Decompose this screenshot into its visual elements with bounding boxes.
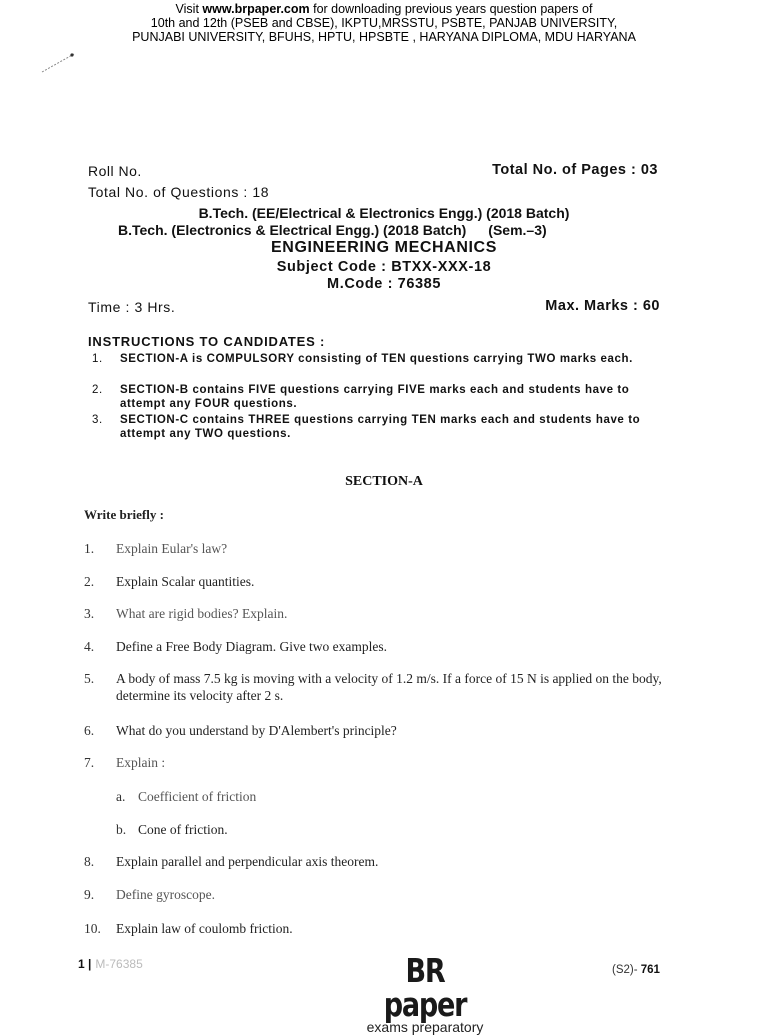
subject-title: ENGINEERING MECHANICS xyxy=(271,239,497,256)
section-a-title: SECTION-A xyxy=(345,474,423,489)
page-number: 1 | M-76385 xyxy=(78,957,143,971)
footer-paper-code: (S2)- 761 xyxy=(612,964,660,976)
question-text: Explain Eular's law? xyxy=(116,541,228,556)
instruction-text: SECTION-B contains FIVE questions carrying FIVE marks each and students have to attempt any FOUR questions. xyxy=(120,384,630,410)
website-header-note xyxy=(0,2,768,44)
instruction-item xyxy=(92,413,672,441)
sub-question-text: Cone of friction. xyxy=(138,822,228,837)
question-text: What are rigid bodies? Explain. xyxy=(116,606,288,621)
program-line-2: B.Tech. (Electronics & Electrical Engg.) (2018 Batch) (Sem.–3) xyxy=(118,222,547,238)
header-line-3: PUNJABI UNIVERSITY, BFUHS, HPTU, HPSBTE , HARYANA DIPLOMA, MDU HARYANA xyxy=(132,30,636,44)
question-number: 5. xyxy=(84,671,95,686)
question-text: Explain Scalar quantities. xyxy=(116,574,255,589)
question-number: 9. xyxy=(84,887,95,902)
question-number: 7. xyxy=(84,755,95,770)
subject-code: Subject Code : BTXX-XXX-18 xyxy=(276,259,492,275)
write-briefly-label: Write briefly : xyxy=(84,507,164,522)
instruction-number: 2. xyxy=(92,384,103,396)
instruction-text: SECTION-A is COMPULSORY consisting of TEN questions carrying TWO marks each. xyxy=(120,353,633,365)
question-text: Explain : xyxy=(116,755,166,770)
header-line-1: Visit www.brpaper.com for downloading previous years question papers of xyxy=(175,2,593,16)
question-text: Explain parallel and perpendicular axis theorem. xyxy=(116,854,379,869)
instructions-title: INSTRUCTIONS TO CANDIDATES : xyxy=(88,334,326,349)
question-number: 10. xyxy=(84,921,101,936)
question-text: What do you understand by D'Alembert's principle? xyxy=(116,723,397,738)
sub-question-letter: a. xyxy=(116,789,126,804)
instruction-number: 1. xyxy=(92,353,103,365)
question-text: Explain law of coulomb friction. xyxy=(116,921,293,936)
page-faint-code: M-76385 xyxy=(95,957,143,971)
max-marks: Max. Marks : 60 xyxy=(545,298,660,314)
question-number: 8. xyxy=(84,854,95,869)
total-questions: Total No. of Questions : 18 xyxy=(88,184,270,200)
semester: (Sem.–3) xyxy=(488,222,547,238)
brpaper-logo xyxy=(350,951,500,1035)
instruction-item xyxy=(92,352,672,366)
time-allowed: Time : 3 Hrs. xyxy=(88,299,176,315)
sub-question-text: Coefficient of friction xyxy=(138,789,257,804)
pen-mark-icon xyxy=(40,50,76,76)
question-text: Define gyroscope. xyxy=(116,887,215,902)
instruction-number: 3. xyxy=(92,414,103,426)
question-number: 4. xyxy=(84,639,95,654)
header-line-2: 10th and 12th (PSEB and CBSE), IKPTU,MRSSTU, PSBTE, PANJAB UNIVERSITY, xyxy=(150,16,618,30)
question-text: Define a Free Body Diagram. Give two examples. xyxy=(116,639,388,654)
roll-no-label: Roll No. xyxy=(88,163,142,179)
question-number: 2. xyxy=(84,574,95,589)
question-number: 1. xyxy=(84,541,95,556)
logo-main-text: BR paper xyxy=(383,951,467,1024)
instruction-item xyxy=(92,383,672,411)
question-text: A body of mass 7.5 kg is moving with a velocity of 1.2 m/s. If a force of 15 N is applied on the body, determine its velocity after 2 s. xyxy=(116,671,662,703)
m-code: M.Code : 76385 xyxy=(327,276,441,292)
website-link[interactable]: www.brpaper.com xyxy=(202,2,310,16)
instruction-text: SECTION-C contains THREE questions carrying TEN marks each and students have to attempt any TWO questions. xyxy=(120,414,641,440)
question-number: 6. xyxy=(84,723,95,738)
question-number: 3. xyxy=(84,606,95,621)
total-pages: Total No. of Pages : 03 xyxy=(492,162,658,178)
program-line-1: B.Tech. (EE/Electrical & Electronics Engg.) (2018 Batch) xyxy=(198,205,570,221)
sub-question-letter: b. xyxy=(116,822,127,837)
logo-tagline: exams preparatory xyxy=(366,1019,484,1035)
